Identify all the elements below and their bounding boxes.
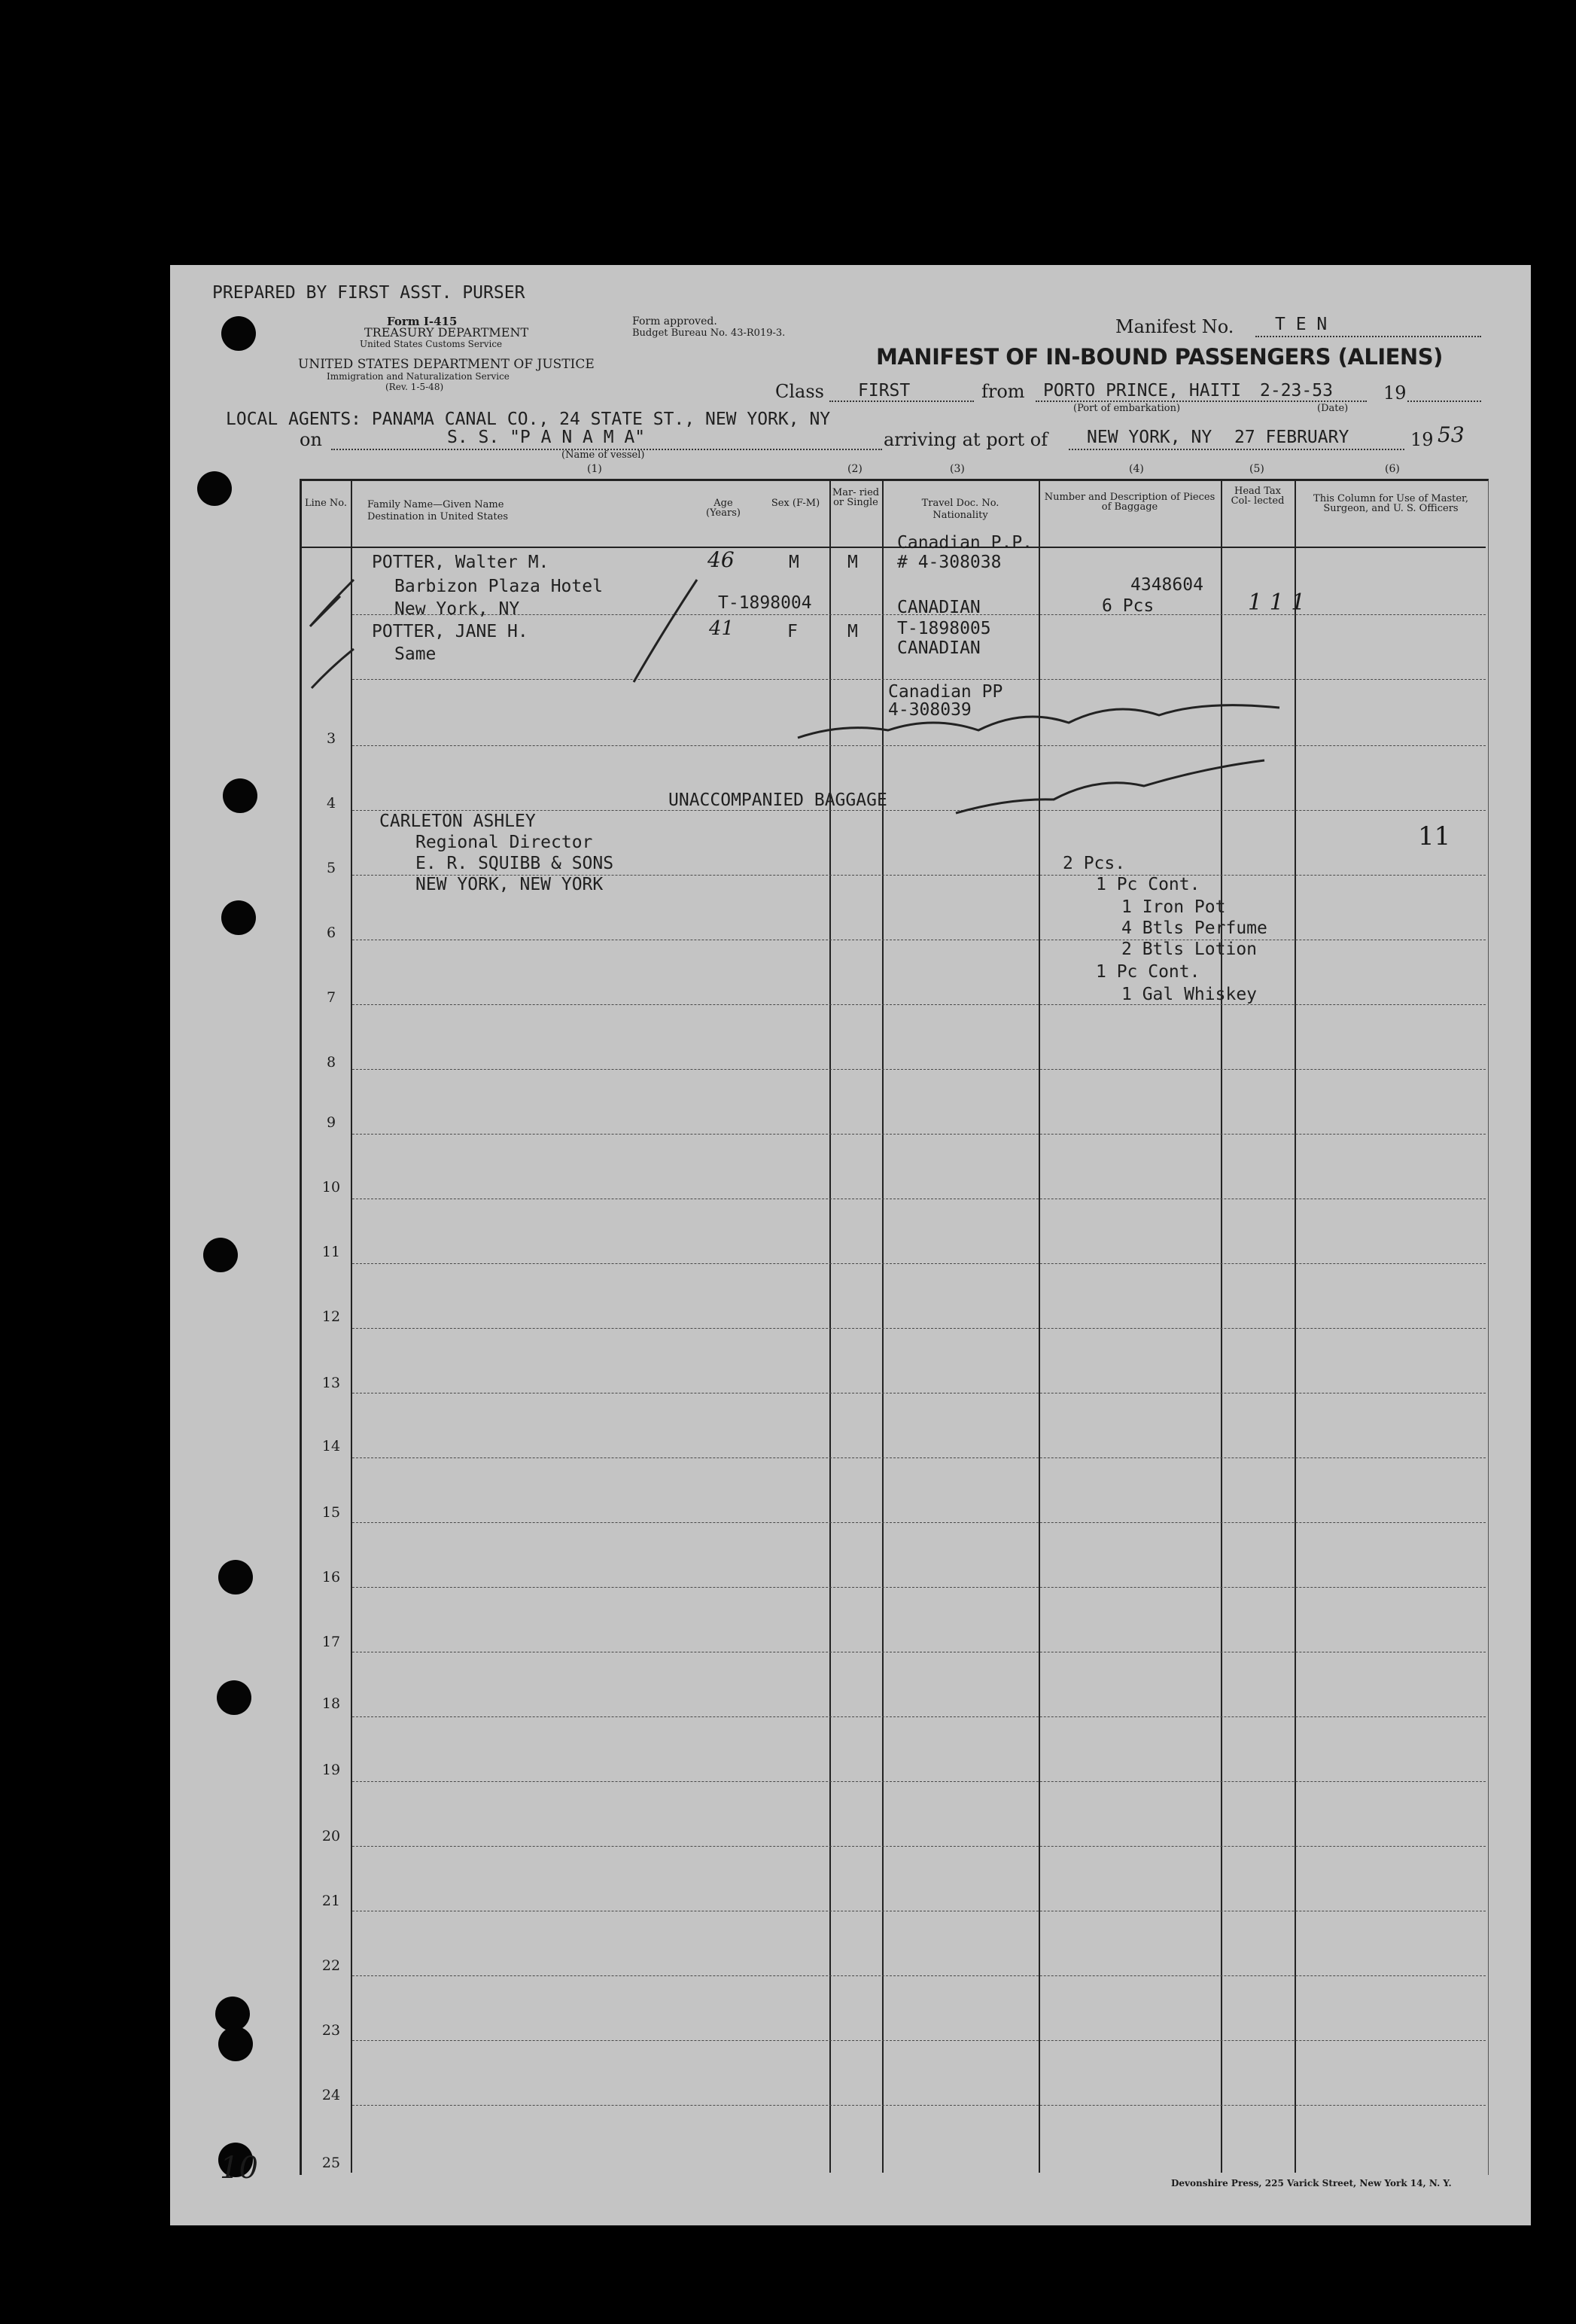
consignee-title: Regional Director xyxy=(415,833,593,852)
passenger-1-age: 46 xyxy=(707,547,735,572)
class-label: Class xyxy=(775,381,824,402)
passenger-1-nationality: CANADIAN xyxy=(897,598,981,617)
budget-bureau: Budget Bureau No. 43-R019-3. xyxy=(632,327,786,339)
printer-credit: Devonshire Press, 225 Varick Street, New York 14, N. Y. xyxy=(1171,2178,1452,2188)
passenger-1-name: POTTER, Walter M. xyxy=(372,553,549,572)
line-number: 22 xyxy=(321,1957,341,1974)
unaccompanied-baggage: UNACCOMPANIED BAGGAGE xyxy=(668,790,887,810)
passenger-2-age: 41 xyxy=(709,617,735,640)
baggage-line: 2 Pcs. xyxy=(1063,854,1126,873)
line-number: 21 xyxy=(321,1893,341,1909)
passenger-2-destination: Same xyxy=(394,644,437,664)
line-number: 20 xyxy=(321,1828,341,1844)
passenger-1-doc-type: Canadian P.P. xyxy=(897,533,1033,553)
baggage-line: 1 Pc Cont. xyxy=(1096,962,1200,982)
column-number: (1) xyxy=(587,463,602,475)
embarkation-date: 2-23-53 xyxy=(1260,381,1333,401)
passenger-2-sex: F xyxy=(787,622,798,641)
passenger-1-destination: Barbizon Plaza Hotel xyxy=(394,577,603,596)
passenger-1-doc-number: # 4-308038 xyxy=(897,553,1002,572)
customs-service: United States Customs Service xyxy=(360,339,503,349)
column-number: (2) xyxy=(847,463,863,475)
arrival-year: 53 xyxy=(1438,422,1465,447)
consignee-name: CARLETON ASHLEY xyxy=(379,812,536,831)
line-number: 13 xyxy=(321,1375,341,1391)
passenger-2-name: POTTER, JANE H. xyxy=(372,622,528,641)
corner-mark: 10 xyxy=(220,2151,258,2185)
line-number: 18 xyxy=(321,1695,341,1712)
line-number: 9 xyxy=(326,1114,336,1131)
line-number: 14 xyxy=(321,1438,341,1454)
line-number: 15 xyxy=(321,1504,341,1521)
prepared-by: PREPARED BY FIRST ASST. PURSER xyxy=(212,283,525,303)
passenger-2-visa-number: T-1898005 xyxy=(897,619,991,638)
passenger-1-destination-city: New York, NY xyxy=(394,599,520,619)
treasury-department: TREASURY DEPARTMENT xyxy=(364,325,529,340)
vessel-caption: (Name of vessel) xyxy=(561,449,645,461)
manifest-number-label: Manifest No. xyxy=(1115,316,1234,337)
form-number: Form I-415 xyxy=(387,315,458,328)
line-number: 7 xyxy=(326,989,336,1006)
passenger-2-nationality: CANADIAN xyxy=(897,638,981,658)
line-number: 23 xyxy=(321,2022,341,2039)
line-number: 3 xyxy=(326,730,336,747)
column-header-sex: Sex (F-M) xyxy=(771,498,820,509)
page-title: MANIFEST OF IN-BOUND PASSENGERS (ALIENS) xyxy=(876,344,1443,370)
column-header-destination: Destination in United States xyxy=(367,511,508,522)
line-number: 17 xyxy=(321,1634,341,1650)
date-caption: (Date) xyxy=(1317,403,1349,414)
passenger-1-baggage-tag: 4348604 xyxy=(1130,575,1203,595)
column-header-baggage: Number and Description of Pieces of Baggage xyxy=(1044,492,1215,513)
baggage-line: 2 Btls Lotion xyxy=(1121,940,1258,959)
column-header-married: Mar- ried or Single xyxy=(832,487,880,508)
arrival-year-prefix: 19 xyxy=(1410,429,1434,450)
consignee-city: NEW YORK, NEW YORK xyxy=(415,875,604,894)
department-of-justice: UNITED STATES DEPARTMENT OF JUSTICE xyxy=(298,357,595,372)
passenger-2-doc-type: Canadian PP xyxy=(888,682,1003,702)
baggage-line: 1 Pc Cont. xyxy=(1096,875,1200,894)
line-number: 5 xyxy=(326,860,336,876)
form-revision: (Rev. 1-5-48) xyxy=(385,382,444,392)
passenger-1-marital: M xyxy=(847,553,858,572)
from-label: from xyxy=(981,381,1025,402)
form-approved: Form approved. xyxy=(632,315,717,327)
baggage-line: 1 Iron Pot xyxy=(1121,897,1226,917)
line-number: 8 xyxy=(326,1054,336,1071)
port-of-embarkation: PORTO PRINCE, HAITI xyxy=(1043,381,1242,401)
vessel-name: S. S. "P A N A M A" xyxy=(447,428,646,447)
arrival-date: 27 FEBRUARY xyxy=(1234,428,1349,447)
manifest-number: T E N xyxy=(1275,315,1328,334)
column-number: (6) xyxy=(1385,463,1400,475)
head-tax-marks: 1 1 1 xyxy=(1248,589,1306,616)
line-number: 25 xyxy=(321,2155,341,2171)
passenger-1-visa-number: T-1898004 xyxy=(718,593,812,613)
column-number: (4) xyxy=(1129,463,1144,475)
embark-year-prefix: 19 xyxy=(1383,382,1407,404)
officer-mark: 11 xyxy=(1418,821,1451,851)
column-header-line-no: Line No. xyxy=(304,498,348,509)
on-label: on xyxy=(300,429,322,450)
column-header-travel-doc: Travel Doc. No. xyxy=(921,498,999,509)
column-header-head-tax: Head Tax Col- lected xyxy=(1231,486,1285,507)
line-number: 6 xyxy=(326,924,336,941)
immigration-service: Immigration and Naturalization Service xyxy=(327,371,510,382)
line-number: 10 xyxy=(321,1179,341,1196)
line-number: 16 xyxy=(321,1569,341,1585)
column-header-nationality: Nationality xyxy=(933,510,988,521)
local-agents: LOCAL AGENTS: PANAMA CANAL CO., 24 STATE ST., NEW YORK, NY xyxy=(226,410,831,429)
passenger-2-marital: M xyxy=(847,622,858,641)
passenger-2-doc-number: 4-308039 xyxy=(888,700,972,720)
arriving-label: arriving at port of xyxy=(884,429,1048,450)
column-number: (3) xyxy=(950,463,965,475)
baggage-line: 1 Gal Whiskey xyxy=(1121,985,1258,1004)
baggage-line: 4 Btls Perfume xyxy=(1121,918,1267,938)
class-value: FIRST xyxy=(858,381,911,401)
arrival-port: NEW YORK, NY xyxy=(1087,428,1212,447)
column-number: (5) xyxy=(1249,463,1264,475)
line-number: 11 xyxy=(321,1244,341,1260)
passenger-1-baggage-count: 6 Pcs xyxy=(1102,596,1155,616)
line-number: 4 xyxy=(326,795,336,812)
port-caption: (Port of embarkation) xyxy=(1073,403,1181,414)
line-number: 12 xyxy=(321,1308,341,1325)
passenger-1-sex: M xyxy=(789,553,799,572)
column-header-name: Family Name—Given Name xyxy=(367,499,504,510)
column-header-age: Age (Years) xyxy=(706,498,741,519)
consignee-company: E. R. SQUIBB & SONS xyxy=(415,854,614,873)
column-header-officers: This Column for Use of Master, Surgeon, and U. S. Officers xyxy=(1313,493,1468,514)
line-number: 19 xyxy=(321,1762,341,1778)
line-number: 24 xyxy=(321,2087,341,2103)
